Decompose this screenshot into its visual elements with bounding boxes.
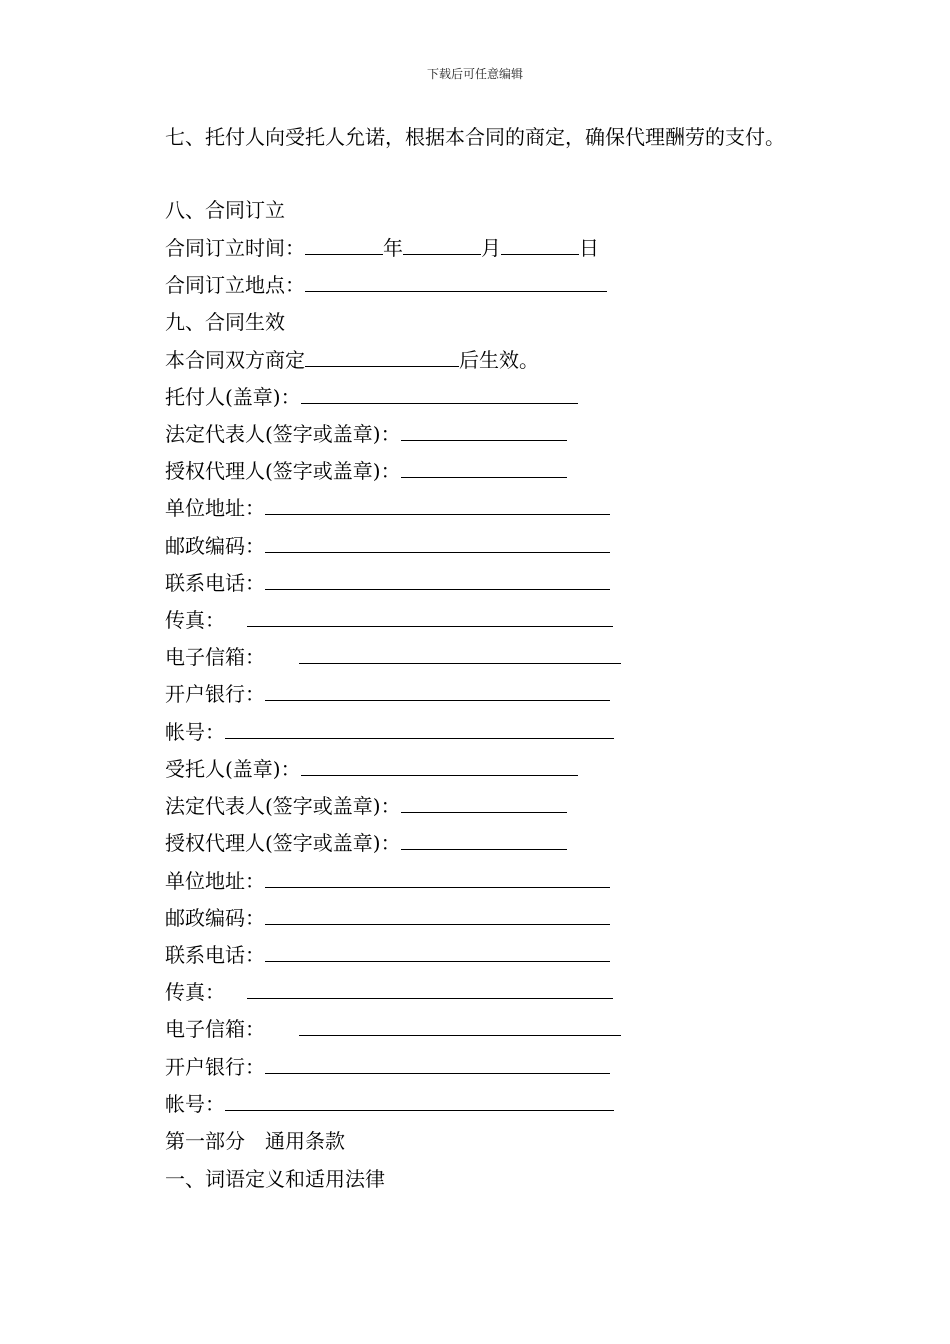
part-1-heading: 第一部分 通用条款 [165, 1129, 345, 1153]
trustee-agent-row [165, 827, 567, 857]
principal-account-row [165, 716, 614, 746]
principal-address-row [165, 492, 610, 522]
principal-phone-label: 联系电话： [165, 571, 265, 595]
principal-email-blank[interactable] [299, 641, 621, 664]
principal-legal-rep-blank[interactable] [401, 418, 567, 441]
signing-date-row [165, 232, 599, 262]
trustee-fax-row [165, 976, 613, 1006]
effect-prefix: 本合同双方商定 [165, 348, 305, 372]
trustee-email-blank[interactable] [299, 1013, 621, 1036]
year-label: 年 [383, 236, 403, 260]
trustee-account-label: 帐号： [165, 1092, 225, 1116]
signing-place-row [165, 269, 607, 299]
trustee-phone-blank[interactable] [265, 939, 610, 962]
trustee-legal-rep-row [165, 790, 567, 820]
trustee-party-label: 受托人(盖章)： [165, 757, 301, 781]
trustee-bank-row [165, 1051, 610, 1081]
signing-place-blank[interactable] [305, 269, 607, 292]
trustee-email-row [165, 1013, 621, 1043]
day-label: 日 [579, 236, 599, 260]
principal-bank-blank[interactable] [265, 678, 610, 701]
trustee-address-row [165, 865, 610, 895]
trustee-fax-label: 传真： [165, 980, 225, 1004]
trustee-party-blank[interactable] [301, 753, 578, 776]
principal-legal-rep-row [165, 418, 567, 448]
principal-legal-rep-label: 法定代表人(签字或盖章)： [165, 422, 401, 446]
principal-fax-label: 传真： [165, 608, 225, 632]
trustee-phone-label: 联系电话： [165, 943, 265, 967]
trustee-bank-blank[interactable] [265, 1051, 610, 1074]
trustee-email-label: 电子信箱： [165, 1017, 265, 1041]
trustee-account-blank[interactable] [225, 1088, 614, 1111]
section-8-heading: 八、合同订立 [165, 198, 285, 222]
trustee-phone-row [165, 939, 610, 969]
trustee-agent-label: 授权代理人(签字或盖章)： [165, 831, 401, 855]
trustee-postcode-row [165, 902, 610, 932]
page-header: 下载后可任意编辑 [426, 67, 523, 81]
principal-party-label: 托付人(盖章)： [165, 385, 301, 409]
principal-email-row [165, 641, 621, 671]
principal-fax-row [165, 604, 613, 634]
clause-1-heading: 一、词语定义和适用法律 [165, 1167, 385, 1191]
principal-bank-row [165, 678, 610, 708]
principal-agent-label: 授权代理人(签字或盖章)： [165, 459, 401, 483]
effect-condition-blank[interactable] [305, 344, 459, 367]
trustee-postcode-label: 邮政编码： [165, 906, 265, 930]
principal-agent-blank[interactable] [401, 455, 567, 478]
trustee-fax-blank[interactable] [247, 976, 613, 999]
principal-postcode-row [165, 530, 610, 560]
section-9-heading: 九、合同生效 [165, 310, 285, 334]
signing-date-label: 合同订立时间： [165, 236, 305, 260]
trustee-address-label: 单位地址： [165, 869, 265, 893]
principal-phone-blank[interactable] [265, 567, 610, 590]
trustee-postcode-blank[interactable] [265, 902, 610, 925]
principal-party-blank[interactable] [301, 381, 578, 404]
principal-party-row [165, 381, 578, 411]
trustee-legal-rep-blank[interactable] [401, 790, 567, 813]
principal-phone-row [165, 567, 610, 597]
month-label: 月 [481, 236, 501, 260]
principal-account-blank[interactable] [225, 716, 614, 739]
effect-suffix: 后生效。 [459, 348, 539, 372]
trustee-legal-rep-label: 法定代表人(签字或盖章)： [165, 794, 401, 818]
principal-postcode-blank[interactable] [265, 530, 610, 553]
trustee-bank-label: 开户银行： [165, 1055, 265, 1079]
principal-agent-row [165, 455, 567, 485]
principal-address-label: 单位地址： [165, 496, 265, 520]
clause-7-paragraph: 七、托付人向受托人允诺，根据本合同的商定，确保代理酬劳的支付。 [165, 125, 785, 149]
year-blank[interactable] [305, 232, 383, 255]
effect-row [165, 344, 539, 374]
principal-account-label: 帐号： [165, 720, 225, 744]
day-blank[interactable] [501, 232, 579, 255]
trustee-account-row [165, 1088, 614, 1118]
trustee-agent-blank[interactable] [401, 827, 567, 850]
principal-bank-label: 开户银行： [165, 682, 265, 706]
month-blank[interactable] [403, 232, 481, 255]
principal-postcode-label: 邮政编码： [165, 534, 265, 558]
trustee-party-row [165, 753, 578, 783]
trustee-address-blank[interactable] [265, 865, 610, 888]
signing-place-label: 合同订立地点： [165, 273, 305, 297]
principal-address-blank[interactable] [265, 492, 610, 515]
principal-fax-blank[interactable] [247, 604, 613, 627]
principal-email-label: 电子信箱： [165, 645, 265, 669]
